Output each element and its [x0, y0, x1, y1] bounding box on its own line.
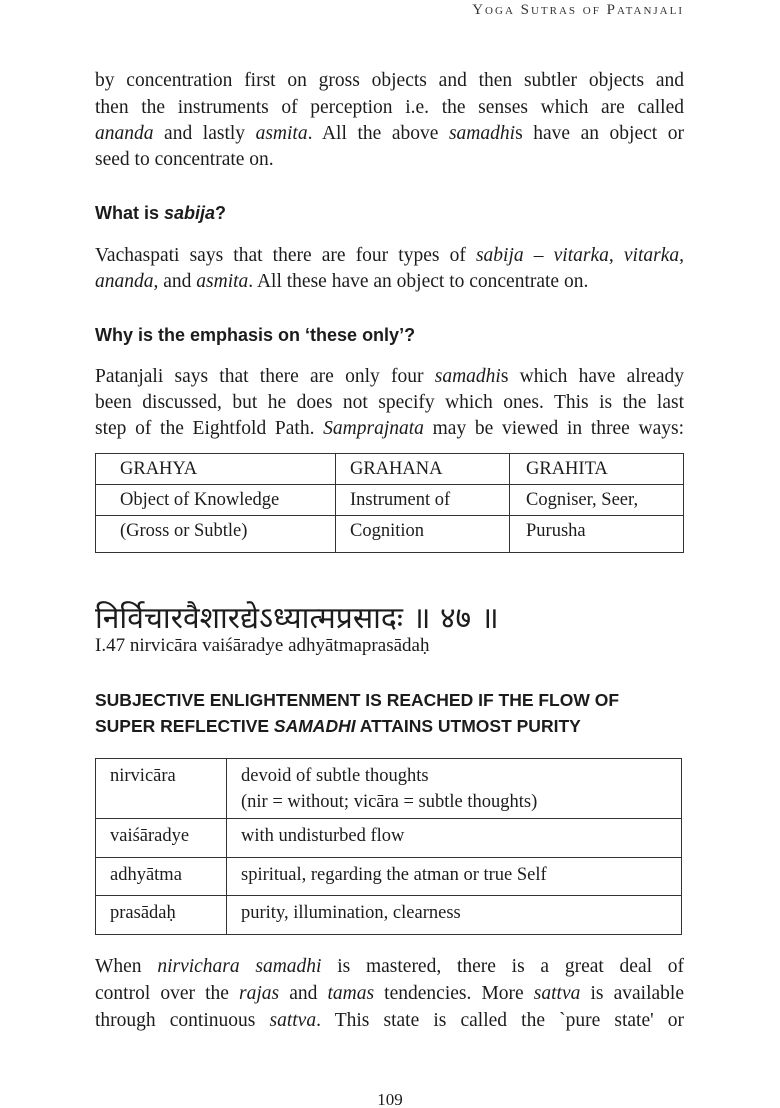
page-number: 109 — [377, 1090, 403, 1108]
word-meaning-table — [95, 758, 682, 935]
body-line — [95, 243, 684, 269]
samprajnata-table — [95, 453, 684, 553]
italic-text: tamas — [327, 983, 375, 1004]
body-line — [95, 147, 684, 173]
italic-text: sabija – vitarka, vitarka, — [475, 245, 684, 266]
body-line — [95, 269, 684, 295]
sutra-heading — [95, 713, 684, 739]
text-run: may be viewed in three ways: — [423, 418, 685, 439]
text-run: What is — [95, 203, 165, 223]
text-run: . All these have an object to concentrate on. — [248, 271, 589, 292]
term-cell: adhyātma — [96, 858, 227, 896]
table-row — [96, 516, 684, 553]
table-cell: Object of Knowledge — [96, 485, 336, 516]
body-line — [95, 95, 684, 121]
body-line — [95, 68, 684, 94]
italic-text: SAMADHI — [273, 716, 356, 736]
italic-text: Samprajnata — [323, 418, 424, 439]
text-run: then the instruments of perception i.e. the senses which are called — [95, 97, 684, 118]
table-cell: GRAHYA — [96, 454, 336, 485]
term-cell: vaiśāradye — [96, 819, 227, 858]
italic-text: sattva — [533, 983, 581, 1004]
meaning-text: devoid of subtle thoughts — [241, 766, 429, 786]
body-line — [95, 364, 684, 390]
text-run: Why is the emphasis on ‘these only’? — [95, 325, 416, 345]
text-run: ATTAINS UTMOST PURITY — [355, 716, 581, 736]
italic-text: sabija — [164, 203, 216, 223]
text-run: s which have already — [500, 366, 685, 387]
table-row — [96, 759, 682, 819]
text-run: s have an object or — [515, 123, 684, 144]
table-cell: Purusha — [510, 516, 684, 553]
italic-text: samadhi — [448, 123, 516, 144]
text-run: seed to concentrate on. — [95, 149, 274, 170]
italic-text: samadhi — [434, 366, 501, 387]
running-header: Yoga Sutras of Patanjali — [472, 2, 684, 18]
text-run: step of the Eightfold Path. — [95, 418, 324, 439]
sutra-devanagari: निर्विचारवैशारद्येऽध्यात्मप्रसादः ॥ ४७ ॥ — [95, 601, 499, 636]
text-run: . This state is called the `pure state' or — [316, 1010, 684, 1031]
term-cell: nirvicāra — [96, 759, 227, 819]
table-cell: Cognition — [336, 516, 510, 553]
meaning-cell: purity, illumination, clearness — [227, 896, 682, 935]
text-run: is mastered, there is a great deal of — [321, 956, 684, 977]
text-run: and — [279, 983, 328, 1004]
table-cell: (Gross or Subtle) — [96, 516, 336, 553]
text-run: Vachaspati says that there are four types of — [95, 245, 476, 266]
sutra-heading — [95, 687, 684, 713]
sutra-transliteration: I.47 nirvicāra vaiśāradye adhyātmaprasādaḥ — [95, 635, 430, 656]
italic-text: ananda — [95, 271, 154, 292]
body-line — [95, 1008, 684, 1034]
italic-text: nirvichara samadhi — [157, 956, 322, 977]
table-cell: Instrument of — [336, 485, 510, 516]
text-run: through continuous — [95, 1010, 270, 1031]
text-run: is available — [580, 983, 684, 1004]
section-heading — [95, 322, 684, 348]
body-line — [95, 981, 684, 1007]
table-row — [96, 454, 684, 485]
text-run: control over the — [95, 983, 240, 1004]
text-run: SUBJECTIVE ENLIGHTENMENT IS REACHED IF THE FLOW OF — [95, 690, 620, 710]
italic-text: asmita — [255, 123, 308, 144]
body-line — [95, 954, 684, 980]
table-row — [96, 485, 684, 516]
table-row — [96, 858, 682, 896]
meaning-cell: with undisturbed flow — [227, 819, 682, 858]
text-run: , and — [153, 271, 197, 292]
meaning-cell — [227, 759, 682, 819]
text-run: When — [95, 956, 158, 977]
meaning-note: (nir = without; vicāra = subtle thoughts) — [241, 792, 538, 812]
text-run: ? — [215, 203, 227, 223]
body-line — [95, 390, 684, 416]
text-run: . All the above — [307, 123, 449, 144]
text-run: Patanjali says that there are only four — [95, 366, 435, 387]
italic-text: asmita — [196, 271, 249, 292]
body-line — [95, 121, 684, 147]
table-row — [96, 896, 682, 935]
table-cell: GRAHANA — [336, 454, 510, 485]
section-heading — [95, 200, 684, 226]
italic-text: sattva — [269, 1010, 317, 1031]
italic-text: ananda — [95, 123, 154, 144]
text-run: and lastly — [153, 123, 256, 144]
meaning-cell: spiritual, regarding the atman or true Self — [227, 858, 682, 896]
italic-text: rajas — [239, 983, 280, 1004]
table-cell: GRAHITA — [510, 454, 684, 485]
table-cell: Cogniser, Seer, — [510, 485, 684, 516]
body-line — [95, 416, 684, 442]
text-run: SUPER REFLECTIVE — [95, 716, 274, 736]
text-run: tendencies. More — [374, 983, 534, 1004]
text-run: been discussed, but he does not specify which ones. This is the last — [95, 392, 684, 413]
term-cell: prasādaḥ — [96, 896, 227, 935]
text-run: by concentration first on gross objects and then subtler objects and — [95, 70, 684, 91]
table-row — [96, 819, 682, 858]
